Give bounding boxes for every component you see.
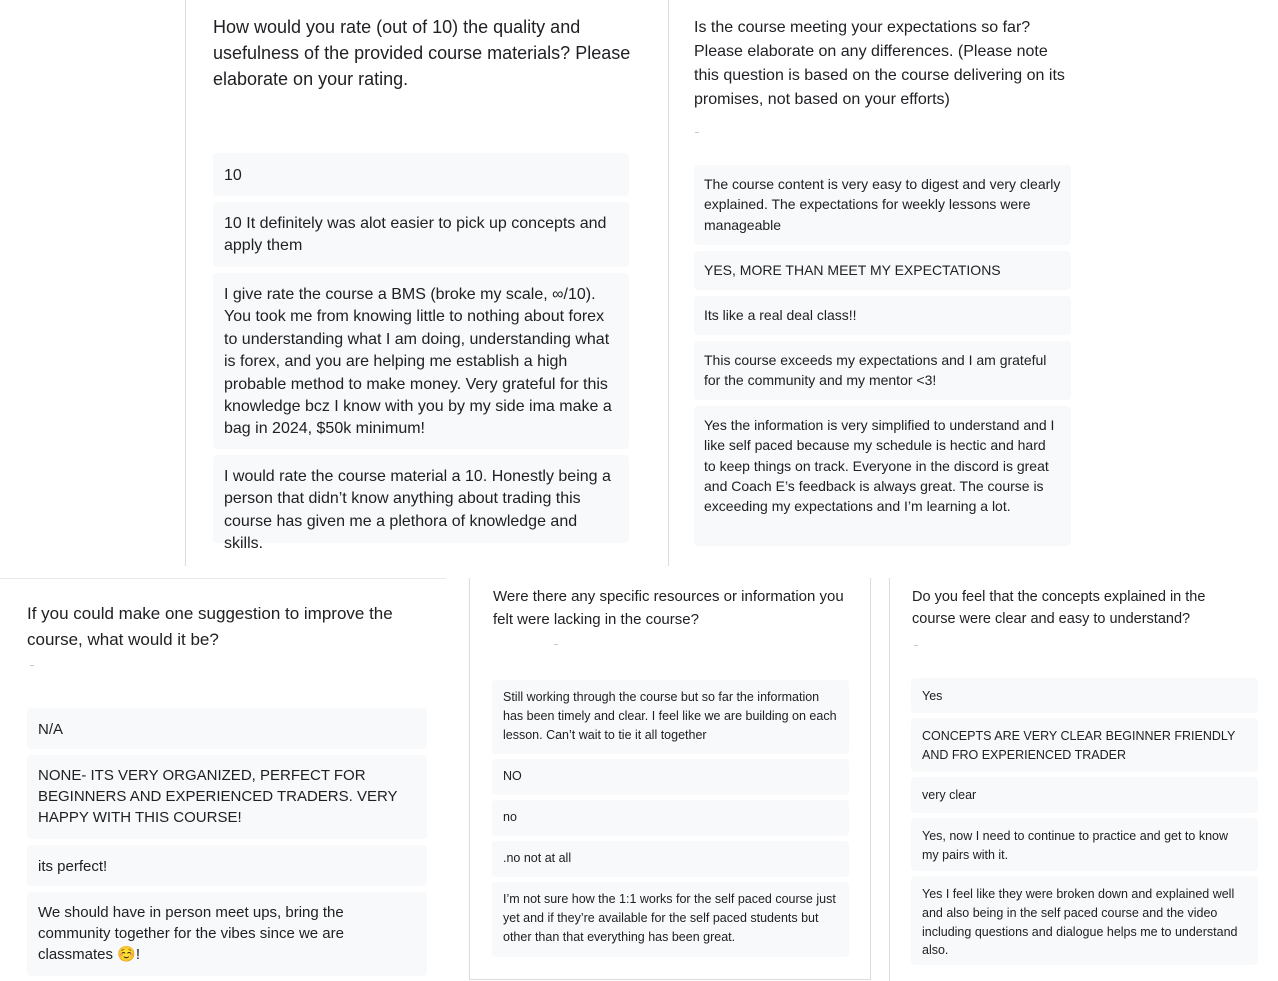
answer-item: its perfect!: [27, 845, 427, 886]
answer-list: [213, 153, 629, 553]
short-answer-divider: [695, 132, 699, 133]
question-title: Is the course meeting your expectations so far? Please elaborate on any differences. (Please note this question is based on the course delivering on its promises, not based on your efforts): [694, 19, 1065, 108]
question-title: Were there any specific resources or information you felt were lacking in the course?: [493, 588, 844, 629]
answer-item: no: [492, 800, 849, 836]
answer-item: 10 It definitely was alot easier to pick up concepts and apply them: [213, 202, 629, 267]
answer-item: We should have in person meet ups, bring the community together for the vibes since we are classmates ☺️!: [27, 892, 427, 976]
answer-item: YES, MORE THAN MEET MY EXPECTATIONS: [694, 251, 1071, 290]
answer-item: Its like a real deal class!!: [694, 296, 1071, 335]
answer-item: NONE- ITS VERY ORGANIZED, PERFECT FOR BEGINNERS AND EXPERIENCED TRADERS. VERY HAPPY WITH THIS COURSE!: [27, 755, 427, 839]
answer-item: The course content is very easy to digest and very clearly explained. The expectations for weekly lessons were manageable: [694, 165, 1071, 245]
answer-item: NO: [492, 759, 849, 795]
answer-item: Still working through the course but so far the information has been timely and clear. I feel like we are building on each lesson. Can’t wait to tie it all together: [492, 680, 849, 754]
answer-item: CONCEPTS ARE VERY CLEAR BEGINNER FRIENDLY AND FRO EXPERIENCED TRADER: [911, 718, 1258, 772]
answer-item: I give rate the course a BMS (broke my scale, ∞/10). You took me from knowing little to nothing about forex to understanding what I am doing, understanding what is forex, and you are helping me establish a high probable method to make money. Very grateful for this knowledge bcz I know with you by my side ima make a bag in 2024, $50k minimum!: [213, 273, 629, 449]
answer-item: This course exceeds my expectations and I am grateful for the community and my mentor <3!: [694, 341, 1071, 400]
answer-item: N/A: [27, 708, 427, 749]
short-answer-divider: [914, 645, 918, 646]
response-card-lacking-resources: [469, 578, 871, 980]
response-card-concepts-clarity: [889, 578, 1278, 981]
answer-list: [911, 678, 1258, 965]
response-card-materials-rating: [185, 0, 669, 566]
answer-item: I’m not sure how the 1:1 works for the self paced course just yet and if they’re available for the self paced students but other than that everything has been great.: [492, 882, 849, 957]
short-answer-divider: [30, 665, 34, 666]
answer-item: Yes, now I need to continue to practice and get to know my pairs with it.: [911, 818, 1258, 871]
answer-list: [694, 165, 1071, 546]
answer-item: .no not at all: [492, 841, 849, 877]
question-title: How would you rate (out of 10) the quality and usefulness of the provided course materials? Please elaborate on your rating.: [213, 17, 631, 90]
short-answer-divider: [554, 644, 558, 645]
answer-item: very clear: [911, 777, 1258, 813]
question-title: Do you feel that the concepts explained in the course were clear and easy to understand?: [912, 589, 1206, 628]
answer-item: Yes the information is very simplified to understand and I like self paced because my schedule is hectic and hard to keep things on track. Everyone in the discord is great and Coach E’s feedback is always great. The course is exceeding my expectations and I’m learning a lot.: [694, 406, 1071, 546]
response-card-suggestion: [0, 578, 446, 981]
answer-list: [492, 680, 849, 957]
answer-item: Yes: [911, 678, 1258, 713]
question-title: If you could make one suggestion to improve the course, what would it be?: [27, 604, 393, 649]
response-card-expectations: [668, 0, 1088, 566]
answer-list: [27, 708, 427, 976]
answer-item: 10: [213, 153, 629, 196]
answer-item: I would rate the course material a 10. Honestly being a person that didn’t know anything about trading this course has given me a plethora of knowledge and skills.: [213, 455, 629, 543]
answer-item: Yes I feel like they were broken down and explained well and also being in the self paced course and the video including questions and dialogue helps me to understand also.: [911, 876, 1258, 965]
